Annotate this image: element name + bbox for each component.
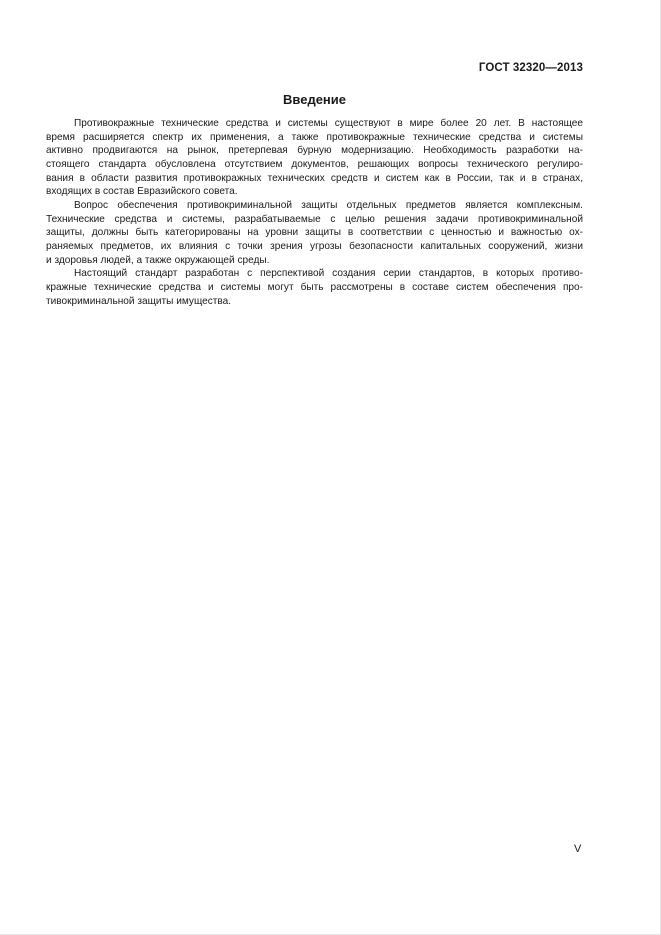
page-number: V (574, 843, 582, 855)
paragraph-2 (46, 199, 583, 267)
section-title: Введение (283, 92, 346, 107)
text-line: стоящего стандарта обусловлена отсутствием документов, решающих вопросы технического регулиро- (46, 158, 583, 170)
document-body (46, 117, 583, 308)
text-line: кражные технические средства и системы могут быть рассмотрены в составе систем обеспечения про- (46, 281, 583, 293)
text-line: вания в области развития противокражных технических средств и систем как в России, так и в странах, (46, 172, 583, 184)
text-line: и здоровья людей, а также окружающей среды. (46, 254, 270, 266)
text-line: входящих в состав Евразийского совета. (46, 186, 238, 198)
text-line: тивокриминальной защиты имущества. (46, 295, 232, 307)
text-line: Настоящий стандарт разработан с перспективой создания серии стандартов, в которых противо- (74, 268, 583, 280)
standard-code-header: ГОСТ 32320—2013 (478, 62, 583, 74)
text-line: Противокражные технические средства и системы существуют в мире более 20 лет. В настоящее (74, 118, 583, 129)
paragraph-1 (46, 117, 583, 199)
text-line: защиты, должны быть категорированы на уровни защиты в соответствии с ценностью и важностью ох- (46, 227, 583, 239)
text-line: Технические средства и системы, разрабатываемые с целью решения задачи противокриминальной (46, 213, 583, 225)
text-line: активно продвигаются на рынок, претерпевая бурную модернизацию. Необходимость разработки на- (46, 145, 583, 157)
text-line: время расширяется спектр их применения, а также противокражные технические средства и системы (46, 131, 583, 143)
text-line: Вопрос обеспечения противокриминальной защиты отдельных предметов является комплексным. (74, 199, 583, 211)
text-line: раняемых предметов, их влияния с точки зрения угрозы безопасности капитальных сооружений, жизни (46, 240, 583, 252)
paragraph-3 (46, 267, 583, 308)
